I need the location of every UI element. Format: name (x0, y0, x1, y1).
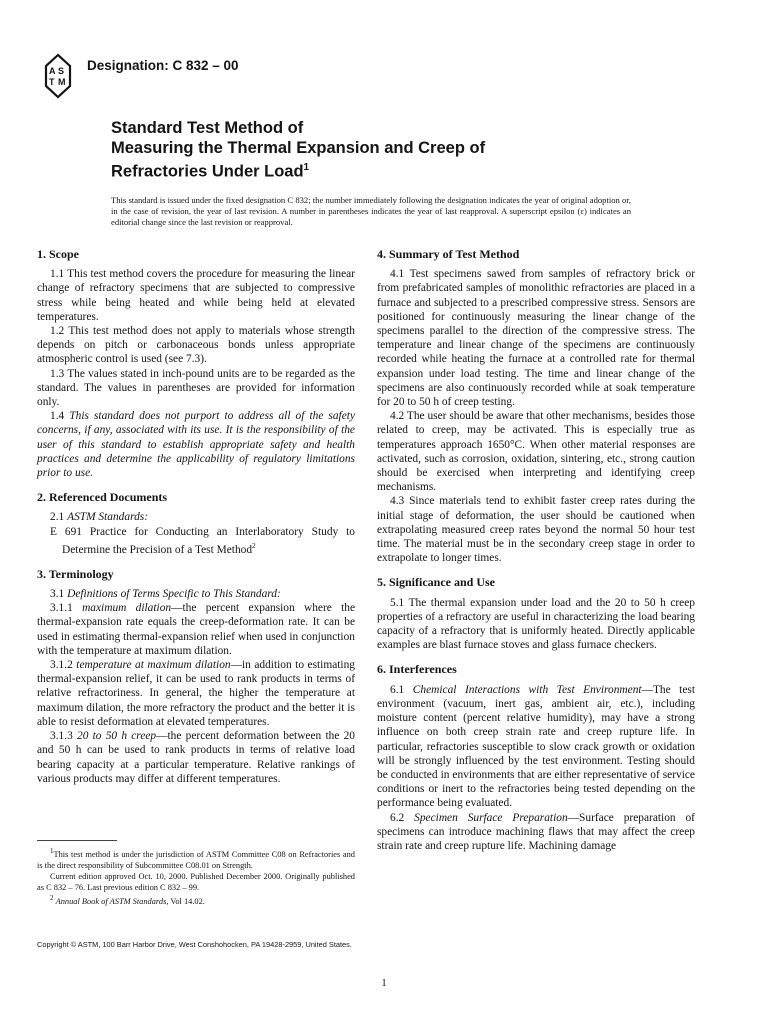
footnote-2-mark: 2 (50, 893, 54, 902)
title-footnote-mark: 1 (303, 162, 310, 173)
title-line-1: Standard Test Method of (111, 119, 304, 137)
section-interferences-heading: 6. Interferences (377, 662, 457, 677)
paragraph-6-1 (377, 683, 695, 811)
footnote-1-text: This test method is under the jurisdiction of ASTM Committee C08 on Refractories and is the direct responsibility of Subcommittee C08.01 on Strength. (37, 849, 355, 870)
paragraph-3-1-3 (37, 729, 355, 786)
paragraph-3-1-3-num: 3.1.3 (50, 730, 73, 743)
paragraph-3-1-1 (37, 601, 355, 658)
paragraph-1-4-text: This standard does not purport to address all of the safety concerns, if any, associated with its use. It is the responsibility of the user of this standard to establish appropriate safety and health practices and determine the applicability of regulatory limitations prior to use. (37, 410, 355, 480)
section-significance-heading: 5. Significance and Use (377, 575, 496, 590)
footnote-2-italic: Annual Book of ASTM Standards (55, 896, 167, 906)
standard-notice: This standard is issued under the fixed designation C 832; the number immediately following the designation indicates the year of original adoption or, in the case of revision, the year of last revision. A number in parentheses indicates the year of last reapproval. A superscript epsilon (ε) indicates an editorial change since the last revision or reapproval. (111, 195, 631, 227)
paragraph-4-3: 4.3 Since materials tend to exhibit faster creep rates during the initial stage of deformation, the user should be cautioned when extrapolating measured creep rates beyond the normal 50 hour test time. The material must be in the secondary creep stage in order to extrapolate to longer times. (377, 495, 695, 565)
paragraph-3-1-num: 3.1 (50, 588, 65, 601)
paragraph-3-1 (37, 587, 355, 601)
paragraph-3-1-2-term: temperature at maximum dilation (76, 659, 231, 672)
footnotes (37, 836, 355, 907)
paragraph-3-1-3-term: 20 to 50 h creep (77, 730, 157, 743)
paragraph-6-2 (377, 811, 695, 854)
title-line-3-text: Refractories Under Load (111, 162, 304, 181)
paragraph-3-1-text: Definitions of Terms Specific to This Standard: (67, 588, 281, 601)
svg-text:M: M (58, 77, 66, 87)
footnote-2-text: , Vol 14.02. (166, 896, 205, 906)
page-number: 1 (381, 977, 387, 989)
title-line-3 (111, 158, 671, 182)
footnote-1 (37, 846, 355, 871)
paragraph-5-1: 5.1 The thermal expansion under load and the 20 to 50 h creep properties of a refractory are useful in characterizing the load bearing capacity of a refractory that is uniformly heated. Directly applicable examples are blast furnace stoves and glass furnace checkers. (377, 596, 695, 652)
svg-text:A: A (49, 66, 56, 76)
paragraph-2-1-text: ASTM Standards: (67, 511, 149, 524)
svg-text:S: S (58, 66, 65, 76)
reference-e691-text: E 691 Practice for Conducting an Interlaboratory Study to Determine the Precision of a Test Method (50, 525, 355, 556)
section-terminology-heading: 3. Terminology (37, 566, 114, 581)
paragraph-4-2: 4.2 The user should be aware that other mechanisms, besides those related to creep, may be activated. This is especially true as temperatures approach 1650°C. When other material responses are activated, such as corrosion, oxidation, sintering, etc., strong caution should be exercised when interpreting and identifying creep mechanisms. (377, 410, 695, 494)
right-column (377, 247, 695, 853)
paragraph-6-1-term: Chemical Interactions with Test Environment (412, 683, 642, 696)
paragraph-6-1-num: 6.1 (390, 683, 405, 696)
paragraph-1-1: 1.1 This test method covers the procedure for measuring the linear change of refractory specimens that are subjected to compressive stress while being heated and while being held at elevated temperatures. (37, 268, 355, 323)
title-line-2: Measuring the Thermal Expansion and Creep of (111, 139, 486, 157)
paragraph-1-3: 1.3 The values stated in inch-pound units are to be regarded as the standard. The values in parentheses are provided for information only. (37, 367, 355, 409)
astm-logo (38, 52, 78, 100)
paragraph-1-4 (37, 409, 355, 480)
paragraph-4-1: 4.1 Test specimens sawed from samples of refractory brick or from prefabricated samples of monolithic refractories are placed in a furnace and subjected to a prescribed compressive stress. Sensors are positioned for continuously measuring the linear change of the specimens parallel to the direction of the compressive stress. The temperature and linear change of the specimens are continuously recorded while heating the furnace at a controlled rate for thermal expansion under load testing. The time and linear change of the specimens are also continuously recorded while at soak temperature for 20 to 50 h of creep testing. (377, 268, 695, 409)
footnote-2 (37, 893, 355, 907)
paragraph-6-2-term: Specimen Surface Preparation (414, 811, 568, 824)
paragraph-3-1-1-term: maximum dilation (82, 602, 172, 615)
footnote-1-mark: 1 (50, 847, 54, 855)
paragraph-6-2-num: 6.2 (390, 811, 405, 824)
svg-text:T: T (49, 77, 55, 87)
reference-e691 (37, 525, 355, 557)
paragraph-2-1-num: 2.1 (50, 511, 65, 524)
paragraph-3-1-1-num: 3.1.1 (50, 602, 73, 615)
section-scope-heading: 1. Scope (37, 247, 79, 261)
reference-e691-sup: 2 (252, 541, 256, 550)
designation: Designation: C 832 – 00 (87, 58, 239, 73)
paragraph-1-2: 1.2 This test method does not apply to materials whose strength depends on pitch or carbonaceous bonds unless appropriate atmospheric control is used (see 7.3). (37, 325, 355, 366)
paragraph-1-4-num: 1.4 (50, 410, 65, 423)
paragraph-3-1-1-text: —the percent expansion where the thermal-expansion rate equals the creep-deformation rate. It can be used in estimating thermal-expansion relief when used in conjunction with the temperature at maximum dilation. (37, 602, 356, 657)
paragraph-3-1-2-text: —in addition to estimating thermal-expansion relief, it can be used to rank products in terms of relative refractoriness. In general, the higher the temperature at maximum dilation, the more refractory the product and the better it is able to resist deformation at elevated temperatures. (37, 659, 355, 728)
document-title (111, 118, 671, 182)
section-referenced-heading: 2. Referenced Documents (37, 490, 168, 505)
paragraph-2-1 (37, 510, 355, 524)
section-summary-heading: 4. Summary of Test Method (377, 247, 520, 261)
paragraph-3-1-2-num: 3.1.2 (50, 659, 73, 672)
paragraph-6-1-text: —The test environment (vacuum, inert gas, ambient air, etc.), including moisture content (percent relative humidity), may have a strong influence on both creep strain rate and creep rupture life. In particular, refractories susceptible to slow crack growth or oxidation will be strongly influenced by the test environment. Testing should be conducted in environments that are either representative of service conditions or inert to the refractories being tested depending on the performance being evaluated. (377, 683, 696, 810)
footnote-1-edition: Current edition approved Oct. 10, 2000. Published December 2000. Originally published as C 832 – 76. Last previous edition C 832 – 99. (37, 871, 355, 892)
left-column (37, 247, 355, 786)
paragraph-3-1-3-text: —the percent deformation between the 20 and 50 h can be used to rank products in terms of relative load bearing capacity at a particular temperature. Relative rankings of various products may differ at different temperatures. (37, 730, 355, 785)
copyright-notice: Copyright © ASTM, 100 Barr Harbor Drive, West Conshohocken, PA 19428-2959, United States. (37, 940, 352, 949)
paragraph-3-1-2 (37, 658, 355, 729)
paragraph-6-2-text: —Surface preparation of specimens can introduce machining flaws that may affect the creep strain rate and creep rupture life. Machining damage (377, 811, 695, 852)
